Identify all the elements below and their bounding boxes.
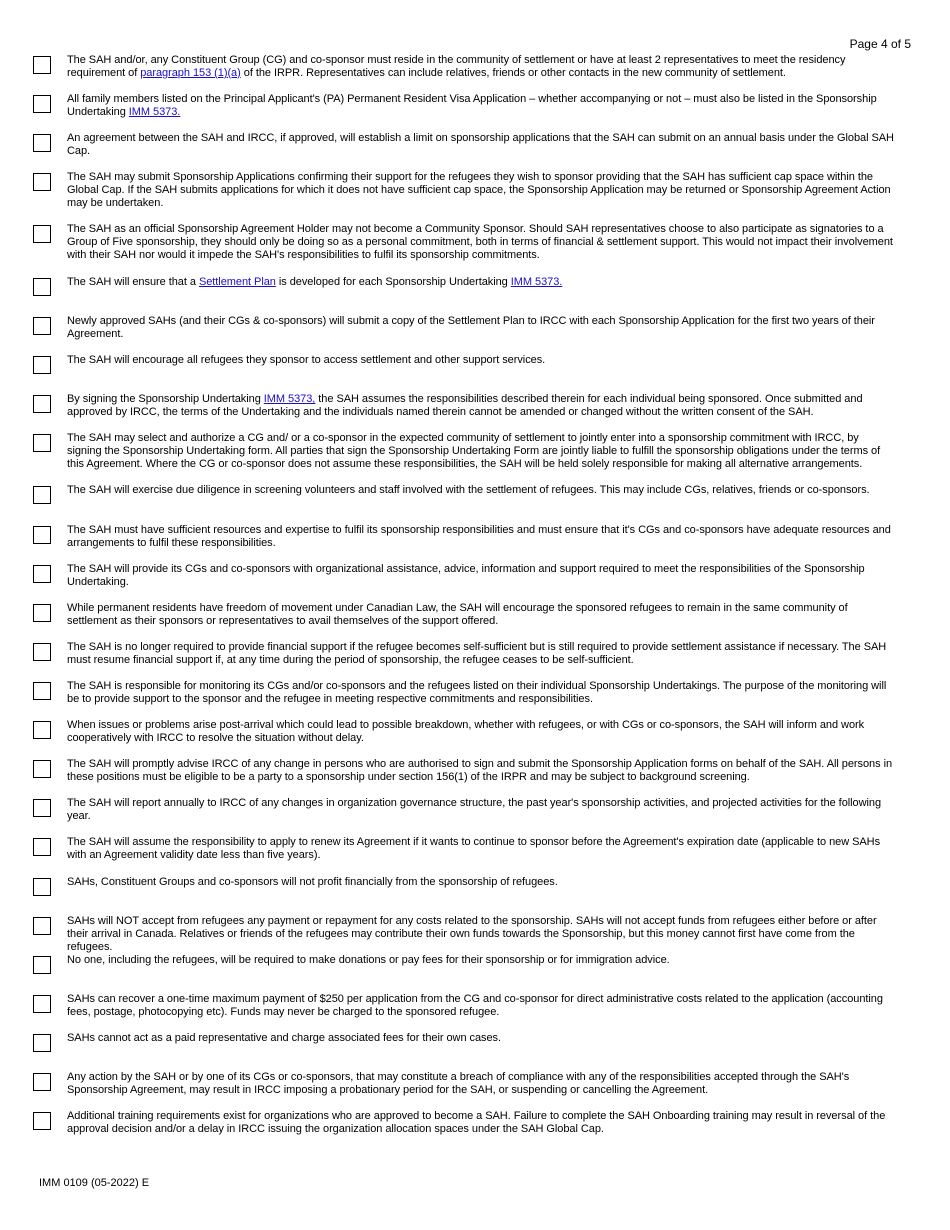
checkbox[interactable] — [33, 434, 51, 452]
text-segment: No one, including the refugees, will be required to make donations or pay fees for their sponsorship or for immigration advice. — [67, 954, 670, 966]
checkbox[interactable] — [33, 838, 51, 856]
checkbox[interactable] — [33, 604, 51, 622]
checkbox[interactable] — [33, 95, 51, 113]
checkbox[interactable] — [33, 721, 51, 739]
checklist-item-text — [67, 93, 895, 119]
checkbox[interactable] — [33, 956, 51, 974]
checkbox[interactable] — [33, 1034, 51, 1052]
text-segment: The SAH may select and authorize a CG and/ or a co-sponsor in the expected community of settlement to jointly enter into a sponsorship commitment with IRCC, by signing the Sponsorship Undertaking form. All parties that sign the Sponsorship Undertaking Form are jointly liable to fulfill the sponsorship obligations under the terms of this Agreement. Where the CG or co-sponsor does not assume these responsibilities, the SAH will be held solely responsible for making all alternative arrangements. — [67, 432, 881, 470]
checklist-item-text — [67, 171, 895, 209]
text-segment: The SAH will exercise due diligence in screening volunteers and staff involved with the settlement of refugees. This may include CGs, relatives, friends or co-sponsors. — [67, 484, 870, 496]
text-segment: the SAH assumes the responsibilities described therein for each individual being sponsored. Once submitted and approved by IRCC, the terms of the Undertaking and the individuals named therein cannot be amended or changed without the written consent of the SAH. — [67, 393, 863, 418]
text-segment: The SAH and/or, any Constituent Group (CG) and co-sponsor must reside in the community of settlement or have at least 2 representatives to meet the residency requirement of — [67, 54, 846, 79]
checklist-item-text — [67, 1032, 895, 1045]
text-segment: SAHs, Constituent Groups and co-sponsors will not profit financially from the sponsorship of refugees. — [67, 876, 558, 888]
checkbox[interactable] — [33, 56, 51, 74]
checkbox[interactable] — [33, 1112, 51, 1130]
reference-link[interactable]: Settlement Plan — [198, 276, 276, 288]
text-segment: The SAH may submit Sponsorship Applications confirming their support for the refugees they wish to sponsor providing that the SAH has sufficient cap space within the Global Cap. If the SAH submits applications for which it does not have sufficient cap space, the Sponsorship Application may be returned or Sponsorship Agreement Action may be undertaken. — [67, 171, 891, 209]
checklist-item-text — [67, 836, 895, 862]
checkbox[interactable] — [33, 395, 51, 413]
text-segment: SAHs cannot act as a paid representative and charge associated fees for their own cases. — [67, 1032, 502, 1044]
reference-link[interactable]: paragraph 153 (1)(a) — [140, 66, 241, 79]
text-segment: When issues or problems arise post-arrival which could lead to possible breakdown, whether with refugees, or with CGs or co-sponsors, the SAH will inform and work cooperatively with IRCC to resolve the situation without delay. — [67, 719, 865, 744]
checklist-item-text — [67, 223, 895, 261]
text-segment: The SAH will report annually to IRCC of any changes in organization governance structure, the past year's sponsorship activities, and projected activities for the following year. — [67, 797, 882, 822]
checklist-item-text — [67, 484, 895, 497]
checkbox[interactable] — [33, 643, 51, 661]
checklist-item-text — [67, 993, 895, 1019]
checkbox[interactable] — [33, 1073, 51, 1091]
checklist-item-text — [67, 602, 895, 628]
checkbox[interactable] — [33, 682, 51, 700]
checkbox[interactable] — [33, 917, 51, 935]
checkbox[interactable] — [33, 565, 51, 583]
text-segment: is developed for each Sponsorship Undertaking — [275, 276, 511, 288]
checklist-item-text — [67, 876, 895, 889]
checklist-item-text — [67, 641, 895, 667]
checkbox[interactable] — [33, 317, 51, 335]
text-segment: The SAH must have sufficient resources and expertise to fulfil its sponsorship responsibilities and must ensure that it's CGs and co-sponsors have adequate resources and arrangements to fulfil these responsibilities. — [67, 524, 891, 549]
text-segment: The SAH will promptly advise IRCC of any change in persons who are authorised to sign and submit the Sponsorship Application forms on behalf of the SAH. All persons in these positions must be eligible to be a party to a sponsorship under section 156(1) of the IRPR and may be subject to background screening. — [67, 758, 893, 783]
text-segment: An agreement between the SAH and IRCC, if approved, will establish a limit on sponsorship applications that the SAH can submit on an annual basis under the Global SAH Cap. — [67, 132, 894, 157]
checkbox[interactable] — [33, 278, 51, 296]
text-segment: The SAH will encourage all refugees they sponsor to access settlement and other support services. — [67, 354, 546, 366]
reference-link[interactable]: IMM 5373. — [128, 105, 181, 118]
form-code: IMM 0109 (05-2022) E — [39, 1177, 150, 1189]
text-segment: The SAH will ensure that a — [67, 276, 199, 288]
checklist-item-text — [67, 524, 895, 550]
checkbox[interactable] — [33, 526, 51, 544]
checklist-item-text — [67, 954, 895, 967]
checklist-item-text — [67, 54, 895, 80]
text-segment: Newly approved SAHs (and their CGs & co-sponsors) will submit a copy of the Settlement Plan to IRCC with each Sponsorship Application for the first two years of their Agreement. — [67, 315, 875, 340]
checklist-item-text — [67, 354, 895, 367]
checkbox[interactable] — [33, 995, 51, 1013]
checkbox[interactable] — [33, 760, 51, 778]
checkbox[interactable] — [33, 486, 51, 504]
checkbox[interactable] — [33, 356, 51, 374]
text-segment: All family members listed on the Principal Applicant's (PA) Permanent Resident Visa Application – whether accompanying or not – must also be listed in the Sponsorship Undertaking — [67, 93, 877, 118]
text-segment: By signing the Sponsorship Undertaking — [67, 393, 264, 405]
checklist-item-text — [67, 563, 895, 589]
checklist-item-text — [67, 132, 895, 158]
checklist-item-text — [67, 393, 895, 419]
text-segment: The SAH is no longer required to provide financial support if the refugee becomes self-sufficient but is still required to provide settlement assistance if necessary. The SAH must resume financial support if, at any time during the period of sponsorship, the refugee ceases to be self-sufficient. — [67, 641, 887, 666]
text-segment: The SAH as an official Sponsorship Agreement Holder may not become a Community Sponsor. Should SAH representatives choose to also participate as signatories to a Group of Five sponsorship, they should only be doing so as a personal commitment, both in terms of financial & settlement support. This would not impact their involvement with their SAH nor would it impede the SAH's responsibilities to fulfil its sponsorship commitments. — [67, 223, 893, 261]
checkbox[interactable] — [33, 225, 51, 243]
text-segment: SAHs can recover a one-time maximum payment of $250 per application from the CG and co-sponsor for direct administrative costs related to the application (accounting fees, postage, photocopying etc). Funds may never be charged to the sponsored refugee. — [67, 993, 883, 1018]
checklist-item-text — [67, 276, 895, 289]
text-segment: The SAH will provide its CGs and co-sponsors with organizational assistance, advice, information and support required to meet the responsibilities of the Sponsorship Undertaking. — [67, 563, 865, 588]
reference-link[interactable]: IMM 5373, — [263, 393, 316, 405]
text-segment: While permanent residents have freedom of movement under Canadian Law, the SAH will encourage the sponsored refugees to remain in the same community of settlement as their sponsors or representatives to avail themselves of the support offered. — [67, 602, 848, 627]
checklist-item-text — [67, 1071, 895, 1097]
checklist-item-text — [67, 758, 895, 784]
checklist-item-text — [67, 315, 895, 341]
text-segment: SAHs will NOT accept from refugees any payment or repayment for any costs related to the sponsorship. SAHs will not accept funds from refugees either before or after their arrival in Canada. Relatives or friends of the refugees may contribute their own funds towards the Sponsorship, but this money cannot first have come from the refugees. — [67, 915, 877, 953]
text-segment: The SAH will assume the responsibility to apply to renew its Agreement if it wants to continue to sponsor before the Agreement's expiration date (applicable to new SAHs with an Agreement validity date less than five years). — [67, 836, 881, 861]
reference-link[interactable]: IMM 5373. — [510, 276, 563, 288]
text-segment: of the IRPR. Representatives can include relatives, friends or other contacts in the new community of settlement. — [240, 66, 786, 79]
checkbox[interactable] — [33, 878, 51, 896]
page-number: Page 4 of 5 — [849, 37, 911, 51]
checklist-item-text — [67, 432, 895, 470]
text-segment: Additional training requirements exist for organizations who are approved to become a SAH. Failure to complete the SAH Onboarding training may result in reversal of the approval decision and/or a delay in IRCC issuing the organization allocation spaces under the SAH Global Cap. — [67, 1110, 886, 1135]
checklist-item-text — [67, 1110, 895, 1136]
checklist-item-text — [67, 915, 895, 953]
checkbox[interactable] — [33, 173, 51, 191]
checklist-item-text — [67, 719, 895, 745]
checkbox[interactable] — [33, 134, 51, 152]
checklist-item-text — [67, 797, 895, 823]
text-segment: Any action by the SAH or by one of its CGs or co-sponsors, that may constitute a breach of compliance with any of the responsibilities accepted through the SAH's Sponsorship Agreement, may result in IRCC imposing a probationary period for the SAH, or suspending or cancelling the Agreement. — [67, 1071, 850, 1096]
checkbox[interactable] — [33, 799, 51, 817]
checklist-item-text — [67, 680, 895, 706]
text-segment: The SAH is responsible for monitoring its CGs and/or co-sponsors and the refugees listed on their individual Sponsorship Undertakings. The purpose of the monitoring will be to provide support to the sponsor and the refugee in meeting respective commitments and responsibilities. — [67, 680, 887, 705]
